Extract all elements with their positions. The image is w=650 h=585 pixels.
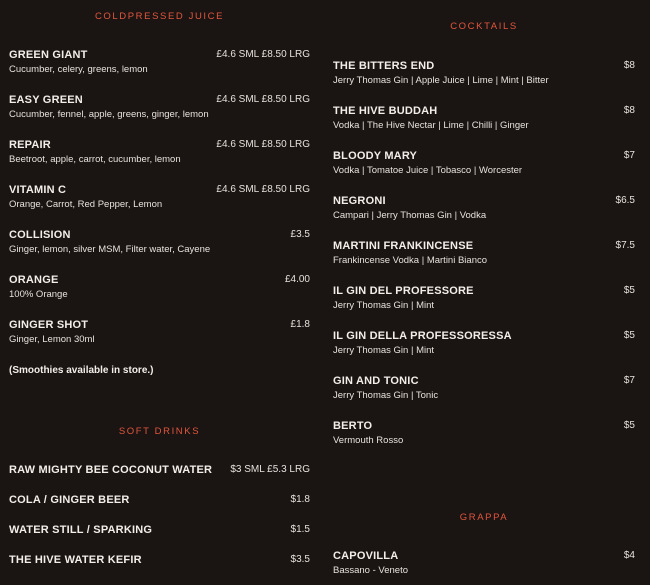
item-price: $5 [623,330,635,341]
item-name: THE HIVE WATER KEFIR [9,554,142,566]
item-name: IL GIN DEL PROFESSORE [333,285,474,297]
item-description: Campari | Jerry Thomas Gin | Vodka [333,210,487,221]
item-description: Beetroot, apple, carrot, cucumber, lemon [9,154,181,165]
item-name: COLLISION [9,229,71,241]
item-price: $5 [623,285,635,296]
item-price: £4.6 SML £8.50 LRG [216,94,310,105]
item-description: Vodka | Tomatoe Juice | Tobasco | Worcester [333,165,523,176]
item-price: $6.5 [615,195,635,206]
item-name: BLOODY MARY [333,150,418,162]
item-name: EASY GREEN [9,94,83,106]
item-price: $1.5 [290,524,310,535]
item-price: $7 [623,150,635,161]
cocktails-heading: COCKTAILS [450,21,518,32]
grappa-heading: GRAPPA [459,512,509,523]
item-description: Vodka | The Hive Nectar | Lime | Chilli | Ginger [333,120,529,131]
item-name: ORANGE [9,274,59,286]
item-name: GREEN GIANT [9,49,88,61]
item-price: $3 SML £5.3 LRG [230,464,310,475]
item-price: $8 [623,60,635,71]
item-name: THE HIVE BUDDAH [333,105,438,117]
item-price: $7 [623,375,635,386]
item-description: Vermouth Rosso [333,435,404,446]
item-price: $7.5 [615,240,635,251]
item-description: Cucumber, celery, greens, lemon [9,64,148,75]
item-description: Jerry Thomas Gin | Mint [333,300,435,311]
item-name: NEGRONI [333,195,386,207]
item-description: Jerry Thomas Gin | Apple Juice | Lime | Mint | Bitter [333,75,549,86]
item-name: WATER STILL / SPARKING [9,524,153,536]
item-description: Ginger, lemon, silver MSM, Filter water, Cayene [9,244,211,255]
item-description: Frankincense Vodka | Martini Bianco [333,255,488,266]
item-price: $3.5 [290,554,310,565]
item-description: Bassano - Veneto [333,565,408,576]
item-name: CAPOVILLA [333,550,399,562]
item-price: £4.6 SML £8.50 LRG [216,139,310,150]
item-description: Orange, Carrot, Red Pepper, Lemon [9,199,163,210]
item-description: Cucumber, fennel, apple, greens, ginger, lemon [9,109,209,120]
item-name: IL GIN DELLA PROFESSORESSA [333,330,512,342]
item-price: $4 [623,550,635,561]
item-description: 100% Orange [9,289,68,300]
item-description: Jerry Thomas Gin | Mint [333,345,435,356]
item-price: $8 [623,105,635,116]
item-price: £3.5 [290,229,310,240]
item-name: THE BITTERS END [333,60,435,72]
soft-drinks-heading: SOFT DRINKS [118,426,201,437]
item-name: GIN AND TONIC [333,375,419,387]
smoothies-note: (Smoothies available in store.) [9,365,154,376]
item-description: Jerry Thomas Gin | Tonic [333,390,439,401]
item-description: Ginger, Lemon 30ml [9,334,95,345]
item-price: £4.6 SML £8.50 LRG [216,49,310,60]
item-price: $5 [623,420,635,431]
item-price: £4.00 [284,274,310,285]
item-name: MARTINI FRANKINCENSE [333,240,474,252]
item-name: COLA / GINGER BEER [9,494,130,506]
item-name: RAW MIGHTY BEE COCONUT WATER [9,464,213,476]
item-price: £4.6 SML £8.50 LRG [216,184,310,195]
item-price: £1.8 [290,319,310,330]
item-name: BERTO [333,420,373,432]
item-name: VITAMIN C [9,184,67,196]
item-name: GINGER SHOT [9,319,89,331]
item-price: $1.8 [290,494,310,505]
item-name: REPAIR [9,139,51,151]
coldpressed-juice-heading: COLDPRESSED JUICE [94,11,225,22]
